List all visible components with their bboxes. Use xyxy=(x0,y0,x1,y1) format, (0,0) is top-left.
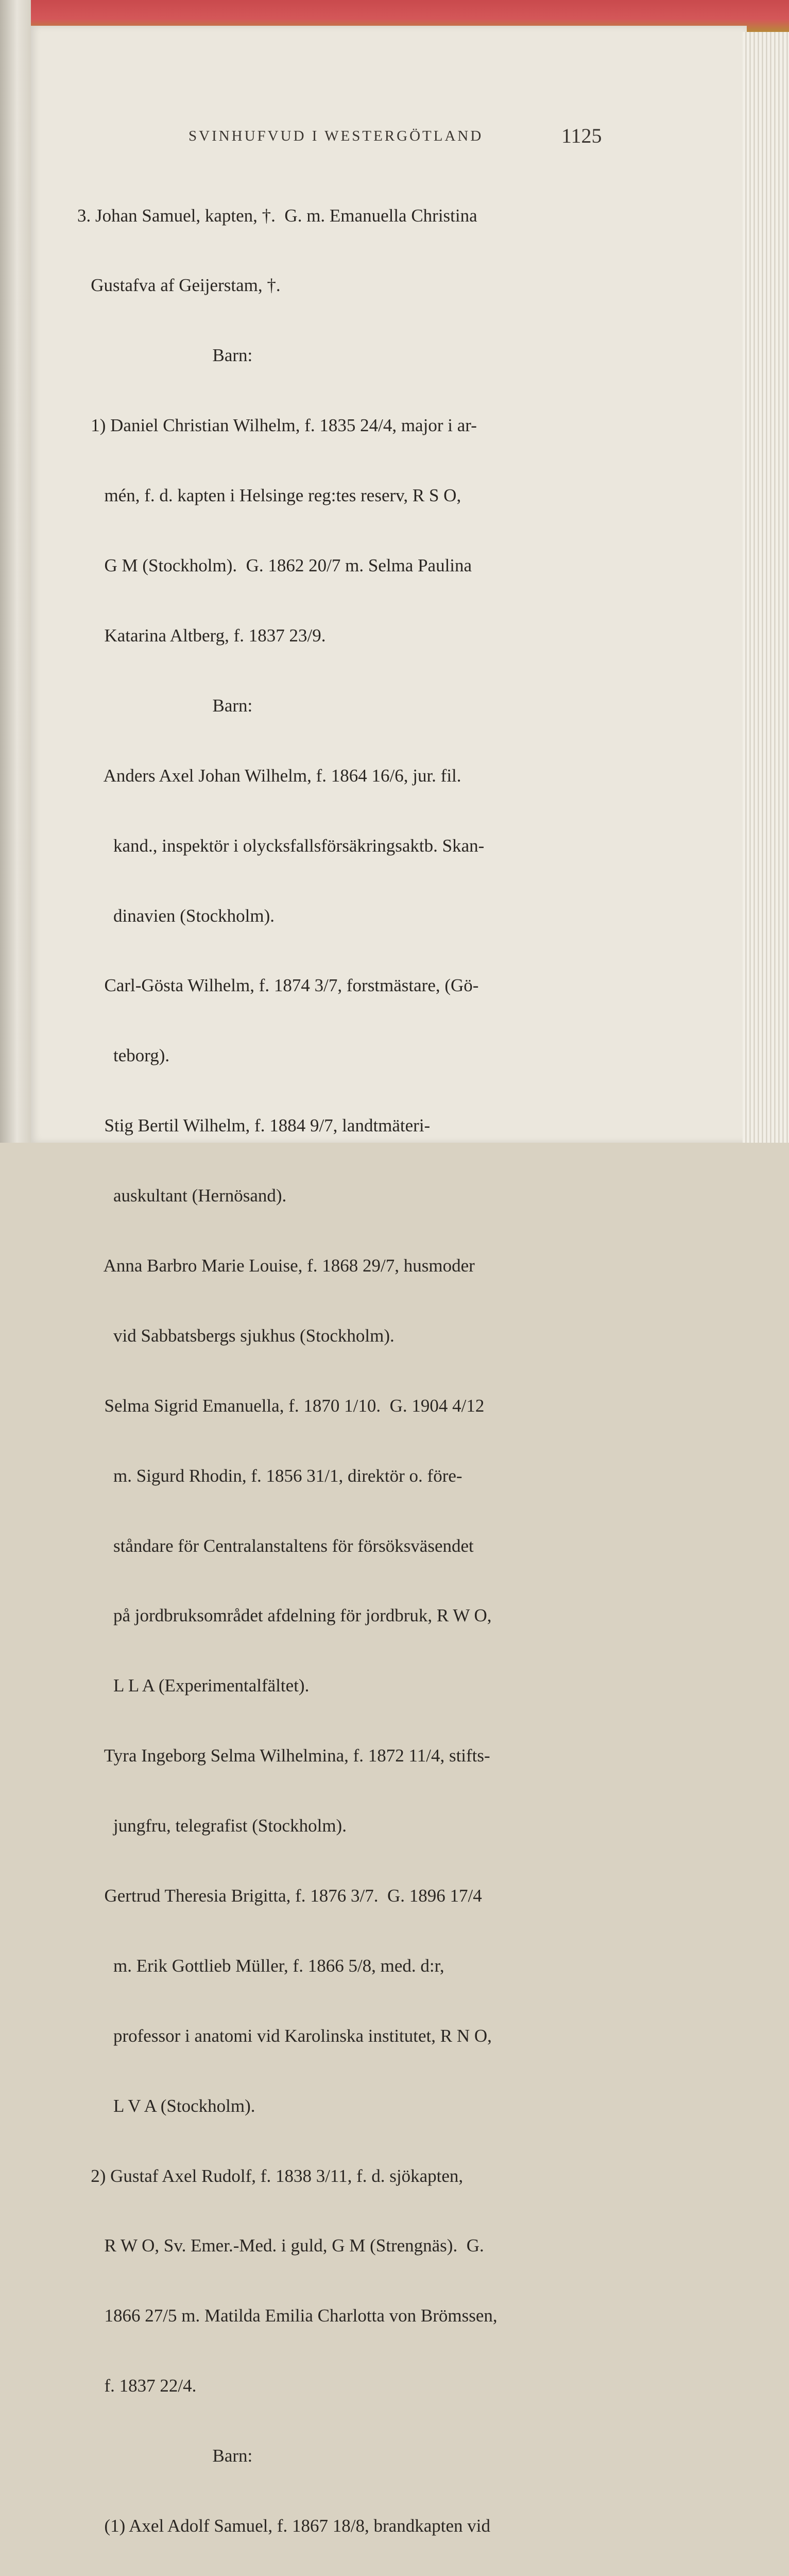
text-line: dinavien (Stockholm). xyxy=(77,905,275,926)
text-line: Gertrud Theresia Brigitta, f. 1876 3/7. G. 1896 17/4 xyxy=(77,1885,482,1906)
text-line: 1) Daniel Christian Wilhelm, f. 1835 24/4, major i ar- xyxy=(77,415,477,436)
text-line: (1) Axel Adolf Samuel, f. 1867 18/8, brandkapten vid xyxy=(77,2515,490,2536)
text-line: R W O, Sv. Emer.-Med. i guld, G M (Strengnäs). G. xyxy=(77,2235,484,2256)
text-line: Tyra Ingeborg Selma Wilhelmina, f. 1872 11/4, stifts- xyxy=(77,1745,490,1766)
text-line: Katarina Altberg, f. 1837 23/9. xyxy=(77,625,326,646)
text-line: 3. Johan Samuel, kapten, †. G. m. Emanuella Christina xyxy=(77,205,477,226)
text-line: Anders Axel Johan Wilhelm, f. 1864 16/6, jur. fil. xyxy=(77,765,461,786)
text-line: m. Erik Gottlieb Müller, f. 1866 5/8, med. d:r, xyxy=(77,1955,444,1976)
page-body xyxy=(77,157,613,2576)
text-line: Barn: xyxy=(77,2446,253,2466)
text-line: 1866 27/5 m. Matilda Emilia Charlotta von Brömssen, xyxy=(77,2306,498,2326)
text-line: jungfru, telegrafist (Stockholm). xyxy=(77,1816,347,1836)
text-line: teborg). xyxy=(77,1045,170,1066)
text-line: på jordbruksområdet afdelning för jordbruk, R W O, xyxy=(77,1605,492,1626)
page-number: 1125 xyxy=(561,124,602,147)
text-line: L L A (Experimentalfältet). xyxy=(77,1675,310,1696)
running-title: SVINHUFVUD I WESTERGÖTLAND xyxy=(188,128,484,144)
text-line: vid Sabbatsbergs sjukhus (Stockholm). xyxy=(77,1325,395,1346)
page-header xyxy=(0,122,789,152)
book-spine-edge xyxy=(0,0,31,1143)
text-line: 2) Gustaf Axel Rudolf, f. 1838 3/11, f. d. sjökapten, xyxy=(77,2165,464,2186)
text-line: Stig Bertil Wilhelm, f. 1884 9/7, landtmäteri- xyxy=(77,1115,431,1136)
text-line: ståndare för Centralanstaltens för försöksväsendet xyxy=(77,1535,474,1556)
text-line: Gustafva af Geijerstam, †. xyxy=(77,275,281,296)
text-line: mén, f. d. kapten i Helsinge reg:tes reserv, R S O, xyxy=(77,485,461,506)
text-line: Selma Sigrid Emanuella, f. 1870 1/10. G. 1904 4/12 xyxy=(77,1395,485,1416)
text-line: Anna Barbro Marie Louise, f. 1868 29/7, husmoder xyxy=(77,1255,475,1276)
page-stack-edge xyxy=(743,32,789,1143)
text-line: f. 1837 22/4. xyxy=(77,2376,197,2396)
text-line: L V A (Stockholm). xyxy=(77,2095,255,2116)
text-line: Barn: xyxy=(77,695,253,716)
text-line: G M (Stockholm). G. 1862 20/7 m. Selma Paulina xyxy=(77,555,472,576)
text-line: professor i anatomi vid Karolinska institutet, R N O, xyxy=(77,2025,492,2046)
text-line: m. Sigurd Rhodin, f. 1856 31/1, direktör o. före- xyxy=(77,1465,462,1486)
text-line: kand., inspektör i olycksfallsförsäkringsaktb. Skan- xyxy=(77,835,485,856)
text-line: Barn: xyxy=(77,345,253,366)
text-line: auskultant (Hernösand). xyxy=(77,1185,287,1206)
text-line: Carl-Gösta Wilhelm, f. 1874 3/7, forstmästare, (Gö- xyxy=(77,975,479,996)
